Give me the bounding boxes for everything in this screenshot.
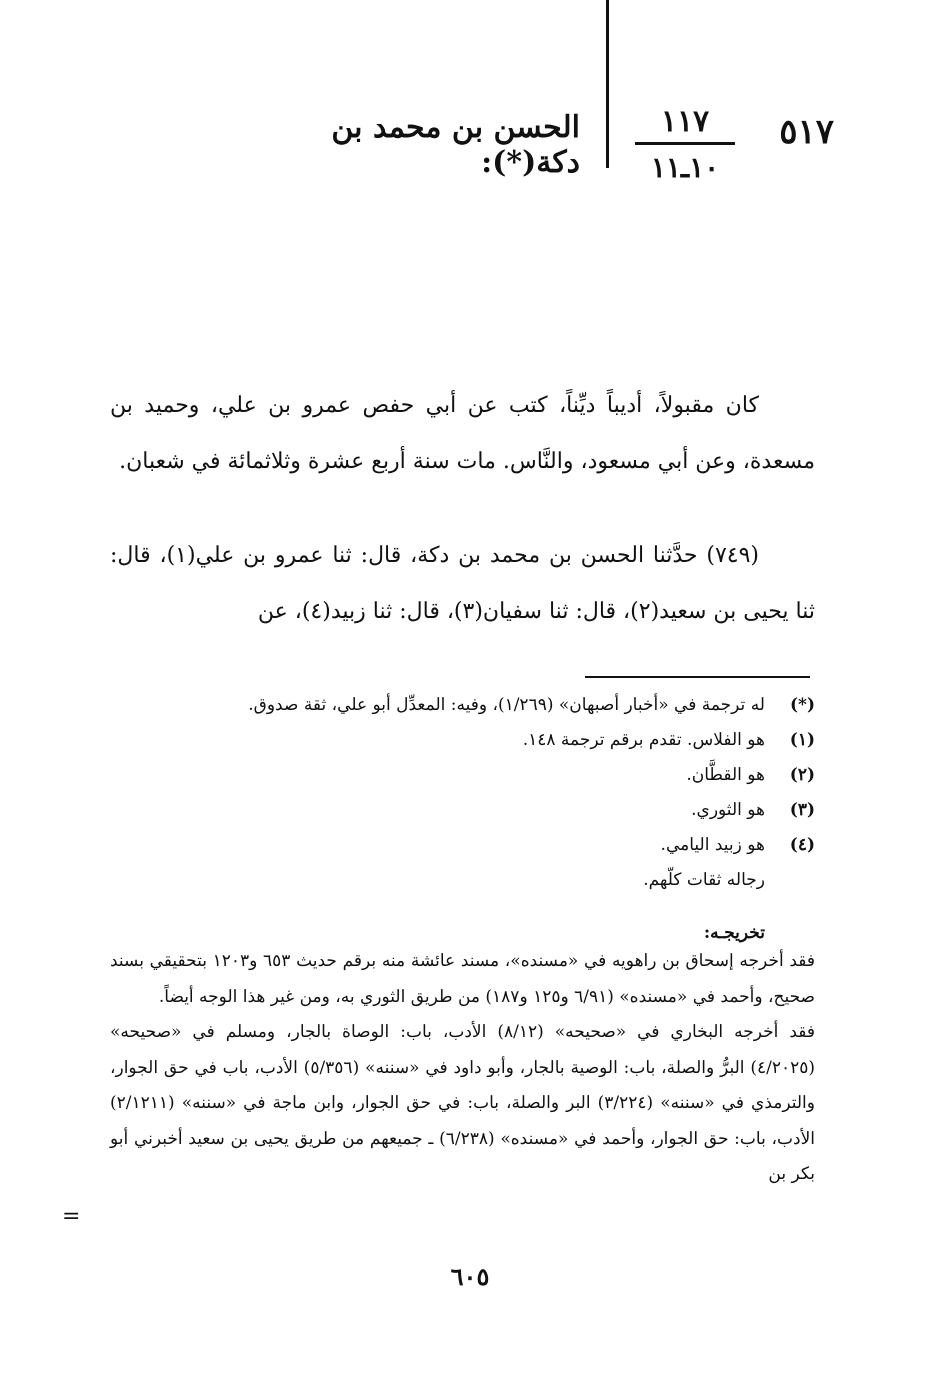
footnote: [110, 758, 815, 793]
footnote-note: رجاله ثقات كلّهم.: [643, 870, 765, 890]
footnote: [110, 828, 815, 863]
footnote-separator: [585, 676, 810, 678]
fraction-numerator: ١١٧: [660, 104, 710, 139]
takhrij-heading: تخريجـه:: [703, 923, 765, 943]
entry-title: الحسن بن محمد بن دكة(*):: [331, 110, 580, 180]
footnotes: [110, 688, 815, 898]
footnote-marker: (*): [790, 695, 815, 715]
footnote-text: هو الثوري.: [691, 800, 765, 820]
hadith-paragraph: [110, 528, 815, 640]
page-number: ٦٠٥: [450, 1262, 490, 1291]
header-divider-line: [606, 0, 609, 168]
fraction-bar: [635, 142, 735, 145]
footnote-text: له ترجمة في «أخبار أصبهان» (١/٢٦٩)، وفيه: المعدِّل أبو علي، ثقة صدوق.: [248, 695, 765, 715]
reference-fraction: [635, 104, 735, 185]
biography-paragraph: [110, 378, 815, 490]
hadith-text: (٧٤٩) حدَّثنا الحسن بن محمد بن دكة، قال: ثنا عمرو بن علي(١)، قال: ثنا يحيى بن سعيد(٢)، قال: ثنا سفيان(٣)، قال: ثنا زبيد(٤)، عن: [110, 543, 815, 624]
footnote-text: هو الفلاس. تقدم برقم ترجمة ١٤٨.: [522, 730, 765, 750]
footnote-text: هو القطَّان.: [686, 765, 765, 785]
footnote-text: هو زبيد اليامي.: [660, 835, 765, 855]
footnote: [110, 688, 815, 723]
footnote-marker: (٣): [789, 800, 815, 820]
footnote-marker: (٤): [789, 835, 815, 855]
footnote-marker: (٢): [789, 765, 815, 785]
takhrij-text: فقد أخرجه إسحاق بن راهويه في «مسنده»، مسند عائشة منه برقم حديث ٦٥٣ و١٢٠٣ بتحقيقي بسند صحيح، وأحمد في «مسنده» (٦/٩١ و١٢٥ و١٨٧) من طريق الثوري به، ومن غير هذا الوجه أيضاً. فقد أخرجه البخاري في «صحيحه» (٨/١٢) الأدب، باب: الوصاة بالجار، ومسلم في «صحيحه» (٤/٢٠٢٥) البرُّ والصلة، باب: الوصية بالجار، وأبو داود في «سننه» (٥/٣٥٦) الأدب، باب في حق الجوار، والترمذي في «سننه» (٣/٢٢٤) البر والصلة، باب: في حق الجوار، وابن ماجة في «سننه» (٢/١٢١١) الأدب، باب: حق الجوار، وأحمد في «مسنده» (٦/٢٣٨) ـ جميعهم من طريق يحيى بن سعيد أخبرني أبو بكر بن: [110, 951, 816, 1184]
footnote-marker: (١): [789, 730, 815, 750]
biography-text: كان مقبولاً، أديباً ديِّناً، كتب عن أبي حفص عمرو بن علي، وحميد بن مسعدة، وعن أبي مسعود، والنَّاس. مات سنة أربع عشرة وثلاثمائة في شعبان.: [110, 393, 815, 474]
continuation-mark: =: [62, 1204, 81, 1229]
entry-number: ٥١٧: [779, 112, 834, 152]
fraction-denominator: ١٠ـ١١: [650, 151, 720, 184]
footnote: [110, 793, 815, 828]
footnote: [110, 723, 815, 758]
